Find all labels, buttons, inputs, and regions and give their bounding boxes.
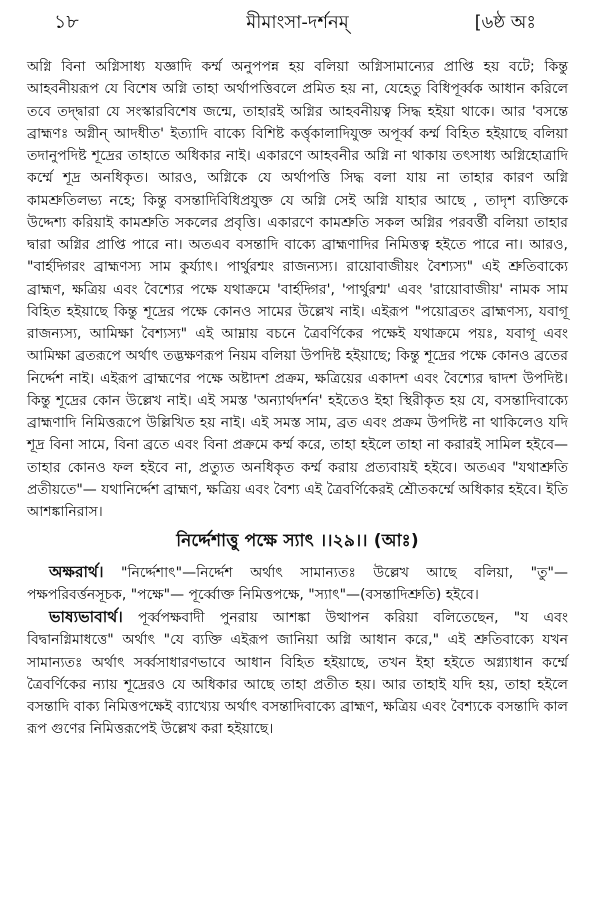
aksharartha-text: "নির্দ্দেশাৎ"—নির্দ্দেশ অর্থাৎ সামান্যতঃ উল্লেখ আছে বলিয়া, "তু"—পক্ষপরিবর্ত্তনসূচক, "পক্ষে"— পূর্ব্বোক্ত নিমিত্তপক্ষে, "স্যাৎ"—(বসন্তাদিশ্রুতি) হইবে।	[27, 564, 568, 603]
aksharartha-label: অক্ষরার্থ।	[49, 562, 104, 581]
bhashya-paragraph	[27, 606, 568, 741]
paragraph: অগ্নি বিনা অগ্নিসাধ্য যজ্ঞাদি কর্ম্ম অনুপপন্ন হয় বলিয়া অগ্নিসামান্যের প্রাপ্তি হয় বটে; কিন্তু আহবনীয়রূপ যে বিশেষ অগ্নি তাহা অর্থাপত্তিবলে প্রমিত হয় না, যেহেতু বিধিপূর্ব্বক আধান করিলে তবে তদ্দ্বারা যে সংস্কারবিশেষ জন্মে, তাহারই অগ্নির আহবনীয়ত্ব সিদ্ধ হইয়া থাকে। আর 'বসন্তে ব্রাহ্মণঃ অগ্নীন্‌ আদধীত' ইত্যাদি বাক্যে বিশিষ্ট কর্ত্তৃকালাদিযুক্ত অপূর্ব্ব কর্ম্ম বিহিত হইয়াছে বলিয়া তদানুপদিষ্ট শূদ্রের তাহাতে অধিকার নাই। একারণে আহবনীর অগ্নি না থাকায় তৎসাধ্য অগ্নিহোত্রাদি কর্ম্মে শূদ্র অনধিকৃত। আরও, অগ্নিকে যে অর্থাপত্তি সিদ্ধ বলা যায় না তাহার কারণ অগ্নি কামশ্রুতিলভ্য নহে; কিন্তু বসন্তাদিবিধিপ্রযুক্ত যে অগ্নি সেই অগ্নি যাহার আছে , তাদৃশ ব্যক্তিকে উদ্দেশ্য করিয়াই কামশ্রুতি সকলের প্রবৃত্তি। একারণে কামশ্রুতি সকল অগ্নির পরবর্ত্তী বলিয়া তাহার দ্বারা অগ্নির প্রাপ্তি পারে না। অতএব বসন্তাদি বাক্যে ব্রাহ্মণাদির নিমিত্তত্ব হইতে পারে না। আরও, "বার্হদ্গিরং ব্রাহ্মণস্য সাম কুর্য্যাৎ। পার্থুরশ্মং রাজন্যস্য। রায়োবাজীয়ং বৈশ্যস্য" এই শ্রুতিবাক্যে ব্রাহ্মণ, ক্ষত্রিয় এবং বৈশ্যের পক্ষে যথাক্রমে 'বার্হদ্গির', 'পার্থুরশ্ম' এবং 'রায়োবাজীয়' নামক সাম বিহিত হইয়াছে কিন্তু শূদ্রের পক্ষে কোনও সামের উল্লেখ নাই। এইরূপ "পয়োব্রতং ব্রাহ্মণস্য, যবাগূ রাজন্যস্য, আমিক্ষা বৈশ্যস্য" এই আম্নায় বচনে ত্রৈবর্ণিকের পক্ষেই যথাক্রমে পয়ঃ, যবাগূ এবং আমিক্ষা ব্রতরূপে অর্থাৎ তদ্ভক্ষণরূপ নিয়ম বলিয়া উপদিষ্ট হইয়াছে; কিন্তু শূদ্রের পক্ষে কোনও ব্রতের নির্দ্দেশ নাই। এইরূপ ব্রাহ্মণের পক্ষে অষ্টাদশ প্রক্রম, ক্ষত্রিয়ের একাদশ এবং বৈশ্যের দ্বাদশ উপদিষ্ট। কিন্তু শূদ্রের কোন উল্লেখ নাই। এই সমস্ত 'অন্যার্থদর্শন' হইতেও ইহা স্থিরীকৃত হয় যে, বসন্তাদিবাক্যে ব্রাহ্মণাদি নিমিত্তরূপে উল্লিখিত হয় নাই। এই সমস্ত সাম, ব্রত এবং প্রক্রম উপদিষ্ট না থাকিলেও যদি শূদ্র বিনা সামে, বিনা ব্রতে এবং বিনা প্রক্রমে কর্ম্ম করে, তাহা হইলে তাহা না করারই সামিল হইবে—তাহার কোনও ফল হইবে না, প্রত্যুত অনধিকৃত কর্ম্ম করায় প্রত্যবায়ই হইবে। অতএব "যথাশ্রুতি প্রতীয়তে"— যথানির্দ্দেশ ব্রাহ্মণ, ক্ষত্রিয় এবং বৈশ্য এই ত্রৈবর্ণিকেরই শ্রৌতকর্ম্মে অধিকার হইবে। ইতি আশঙ্কানিরাস।	[27, 59, 568, 520]
sutra-heading: নির্দ্দেশাত্তু পক্ষে স্যাৎ ।।২৯।। (আঃ)	[176, 531, 419, 552]
chapter-label: [৬ষ্ঠ অঃ	[474, 12, 536, 33]
body-text	[27, 56, 568, 741]
bhashya-label: ভাষ্যভাবার্থ।	[49, 608, 123, 626]
running-title: মীমাংসা-দর্শনম্	[246, 12, 349, 33]
page-number: ১৮	[54, 11, 79, 33]
aksharartha-paragraph	[27, 561, 568, 607]
page-header	[27, 0, 568, 52]
bhashya-text: পূর্ব্বপক্ষবাদী পুনরায় আশঙ্কা উত্থাপন করিয়া বলিতেছেন, "য এবং বিদ্বানগ্নিমাধত্তে" অর্থাৎ "যে ব্যক্তি এইরূপ জানিয়া অগ্নি আধান করে," এই শ্রুতিবাক্যে যখন সামান্যতঃ অর্থাৎ সর্ব্বসাধারণভাবে আধান বিহিত হইয়াছে, তখন ইহা হইতে অগ্ন্যাধান কর্ম্মে ত্রৈবর্ণিকের ন্যায় শূদ্রেরও যে অধিকার আছে তাহা প্রতীত হয়। আর তাহাই যদি হয়, তাহা হইলে বসন্তাদি বাক্য নিমিত্তপক্ষেই ব্যাখ্যেয় অর্থাৎ বসন্তাদিবাক্যে ব্রাহ্মণ, ক্ষত্রিয় এবং বৈশ্যকে বসন্তাদি কাল রূপ গুণের নিমিত্তরূপেই উল্লেখ করা হইয়াছে।	[27, 610, 568, 738]
